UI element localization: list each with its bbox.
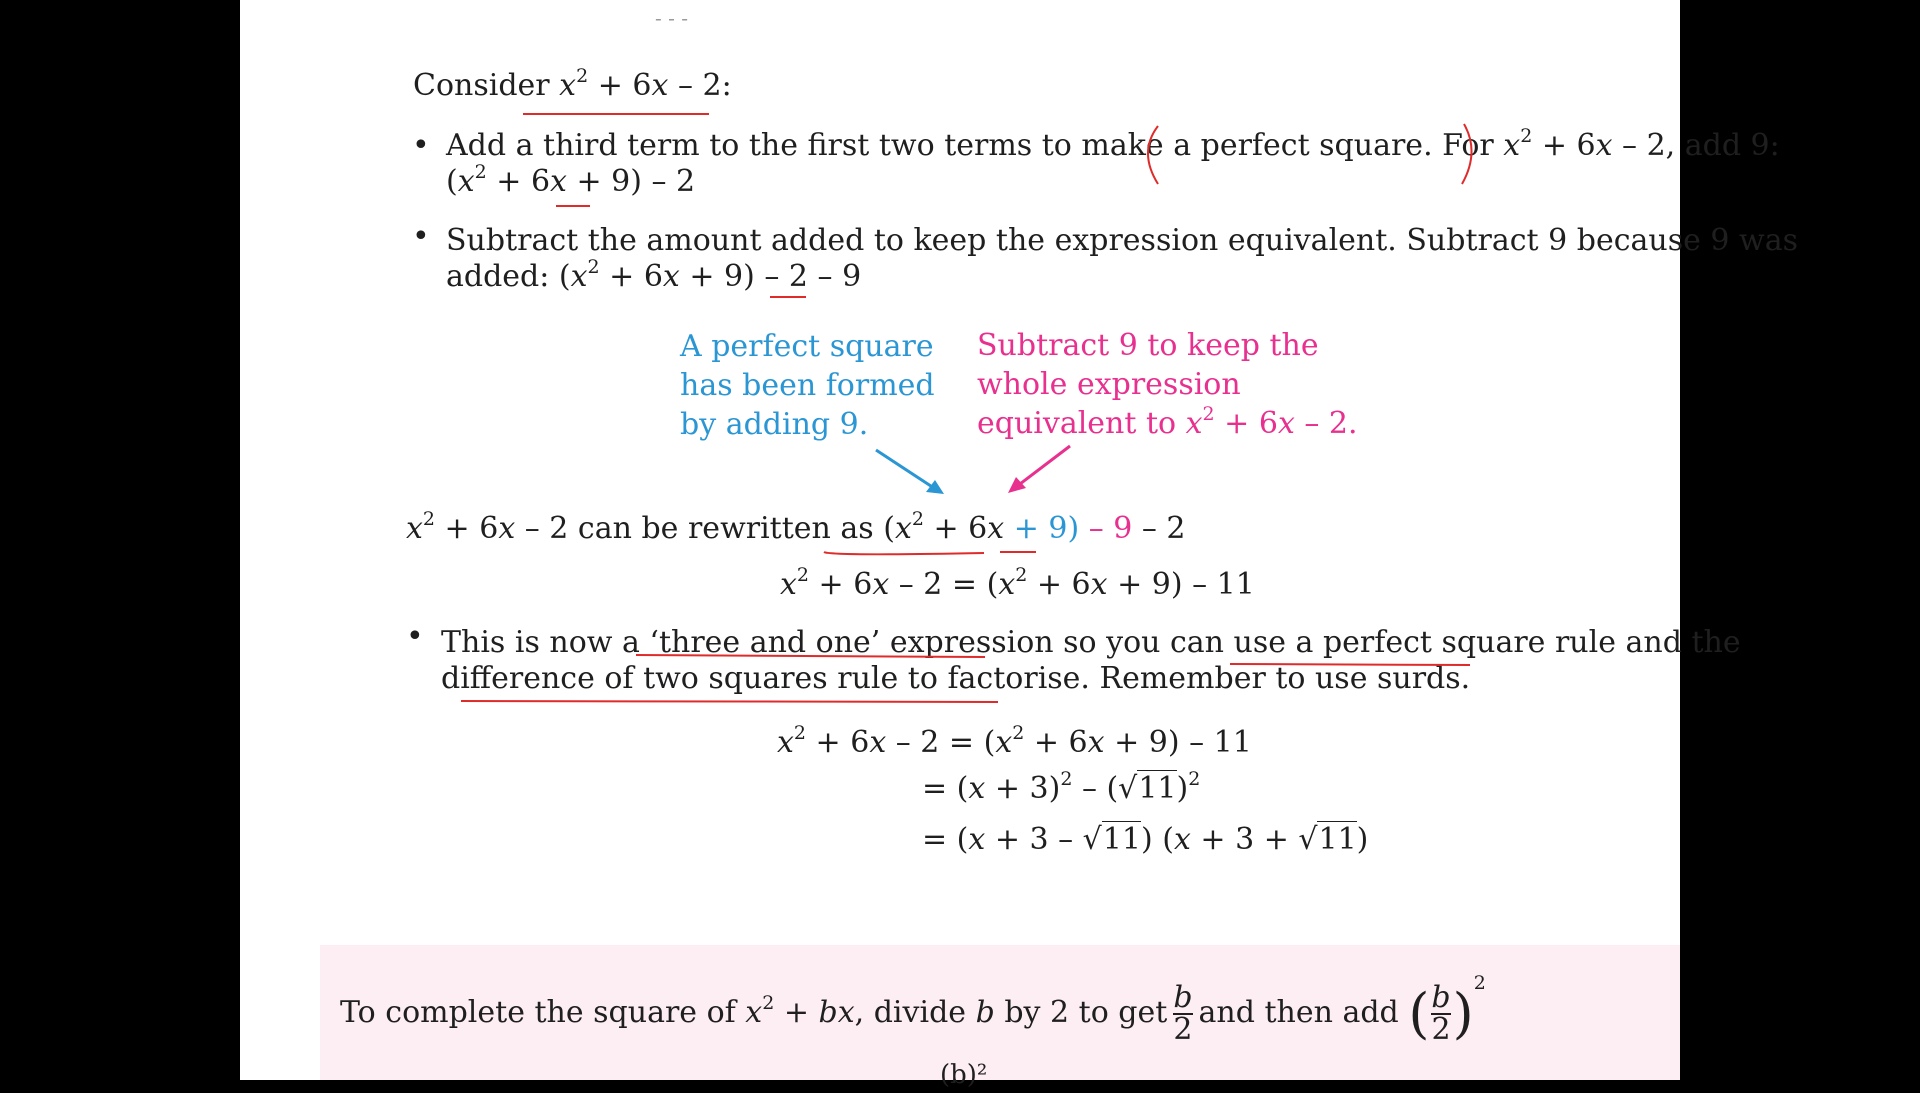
bullet2-line2: added: $(x^2 + 6x + 9) - 2 - 9$ xyxy=(446,256,862,294)
bullet-dot: • xyxy=(412,219,430,254)
faint-top-marks: - - - xyxy=(655,6,688,30)
intro-prefix: Consider xyxy=(413,68,560,103)
tip-fraction xyxy=(1173,980,1193,1047)
left-paren: ( xyxy=(1408,982,1430,1045)
bullet3-line2: difference of two squares rule to factorise. Remember to use surds. xyxy=(441,661,1471,696)
bullet-dot: • xyxy=(412,128,430,163)
blue-annotation xyxy=(680,327,935,444)
pink-arrow xyxy=(1012,446,1070,490)
pink-annotation-line: Subtract 9 to keep the xyxy=(977,328,1319,363)
blue-annotation-line: A perfect square xyxy=(680,329,934,364)
rewrite-rhs: $(x^2 + 6x + 9) - 9 - 2$ xyxy=(883,508,1186,546)
blue-arrow xyxy=(876,450,940,492)
red-ink-underline xyxy=(824,552,984,554)
bullet2-line1: Subtract the amount added to keep the expression equivalent. Subtract 9 because 9 was xyxy=(446,223,1798,258)
bullet-dot: • xyxy=(406,619,424,654)
blue-arrow-head xyxy=(926,480,944,494)
tip-power: 2 xyxy=(1473,972,1486,994)
equation-block-line-1: $x^2 + 6x - 2 = (x^2 + 6x + 9) - 11$ xyxy=(777,722,1252,760)
right-paren: ) xyxy=(1452,982,1474,1045)
pink-annotation-line: equivalent to $x^2 + 6x - 2$. xyxy=(977,403,1358,441)
tip-text-b: and then add xyxy=(1198,995,1399,1030)
intro-underline xyxy=(523,113,709,115)
blue-annotation-line: by adding 9. xyxy=(680,407,869,442)
document-page xyxy=(240,0,1798,1090)
frac-numerator: b xyxy=(1173,980,1193,1015)
bullet1-line1: Add a third term to the first two terms to make a perfect square. For $x^2 + 6x - 2$, add 9: xyxy=(446,125,1780,163)
frac2-numerator: b xyxy=(1431,980,1451,1015)
bullet1-line2: $(x^2 + 6x + 9) - 2$ xyxy=(446,161,696,199)
blue-annotation-line: has been formed xyxy=(680,368,935,403)
rewrite-lhs: $x^2 + 6x - 2$ can be rewritten as xyxy=(406,508,884,546)
equation-block-line-3: = (x + 3 – √11) (x + 3 + √11) xyxy=(922,822,1369,857)
red-ink-underline xyxy=(461,701,998,702)
tip-text-a: To complete the square of $x^2$ + bx, divide b by 2 to get xyxy=(340,992,1168,1030)
equation-1: $x^2 + 6x - 2 = (x^2 + 6x + 9) - 11$ xyxy=(780,564,1255,602)
frac-denominator: 2 xyxy=(1173,1012,1193,1047)
completing-square-tip-box xyxy=(320,945,1680,1090)
pink-arrow-head xyxy=(1008,477,1026,493)
tip-fraction-2 xyxy=(1431,980,1451,1047)
equation-block-line-2: = $(x + 3)^2 - (√11)^2$ xyxy=(922,768,1201,806)
intro-expression: $x^2 + 6x - 2$: xyxy=(559,65,732,103)
bullet3-line1: This is now a ‘three and one’ expression so you can use a perfect square rule and the xyxy=(441,625,1741,660)
rewrite-line xyxy=(406,508,1186,547)
intro-line xyxy=(413,65,732,104)
frac2-denominator: 2 xyxy=(1431,1012,1451,1047)
tip-partial-next-line: (b)² xyxy=(940,1060,988,1090)
pink-annotation xyxy=(977,326,1358,443)
tip-text xyxy=(340,972,1486,1047)
pink-annotation-line: whole expression xyxy=(977,367,1241,402)
